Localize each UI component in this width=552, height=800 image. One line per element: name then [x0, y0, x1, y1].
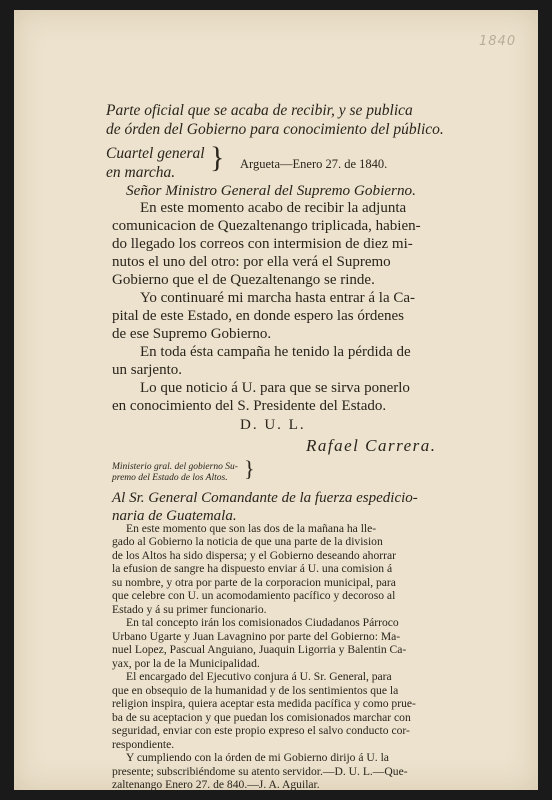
letter2-line: que celebre con U. un acomodamiento pacífico y decoroso al: [112, 589, 396, 603]
letter1-line: pital de este Estado, en donde espero las órdenes: [112, 308, 404, 324]
letter1-line: un sarjento.: [112, 362, 182, 378]
letter2-line: El encargado del Ejecutivo conjura á U. Sr. General, para: [126, 670, 392, 684]
letter1-line: Gobierno que el de Quezaltenango se rinde.: [112, 272, 375, 288]
brace-symbol: }: [244, 456, 255, 481]
letter1-line: nutos el uno del otro: por ella verá el Supremo: [112, 254, 391, 270]
dateline: Argueta—Enero 27. de 1840.: [240, 157, 388, 171]
signature: Rafael Carrera.: [306, 436, 437, 455]
closing-dul: D. U. L.: [240, 417, 306, 433]
letter2-line: ba de su aceptacion y que puedan los comisionados marchar con: [112, 710, 411, 724]
document-page: [14, 10, 538, 790]
letter2-line: que en obsequio de la humanidad y de los sentimientos que la: [112, 683, 399, 697]
letter1-line: en conocimiento del S. Presidente del Estado.: [112, 398, 387, 414]
letter1-line: do llegado los correos con intermision de diez mi-: [112, 236, 413, 252]
salutation: Señor Ministro General del Supremo Gobierno.: [126, 182, 416, 199]
letter2-line: zaltenango Enero 27. de 840.—J. A. Aguilar.: [112, 778, 320, 791]
letter2-line: Estado y á su primer funcionario.: [112, 602, 267, 616]
letter1-line: En toda ésta campaña he tenido la pérdida de: [140, 344, 411, 360]
header-line-1: Parte oficial que se acaba de recibir, y se publica: [106, 102, 413, 119]
letter2-line: Y cumpliendo con la órden de mi Gobierno dirijo á U. la: [126, 751, 389, 765]
letter2-line: la efusion de sangre ha dispuesto enviar á U. una comision á: [112, 562, 393, 576]
ministry-note-line-2: premo del Estado de los Altos.: [112, 473, 228, 483]
letter1-line: En este momento acabo de recibir la adjunta: [140, 200, 407, 216]
letter2-line: de los Altos ha sido dispersa; y el Gobierno deseando ahorrar: [112, 548, 396, 562]
letter1-line: de ese Supremo Gobierno.: [112, 326, 272, 342]
letter2-line: gado al Gobierno la noticia de que una parte de la division: [112, 535, 383, 549]
letter2-line: presente; subscribiéndome su atento servidor.—D. U. L.—Que-: [112, 764, 408, 778]
letter2-line: En este momento que son las dos de la mañana ha lle-: [126, 522, 377, 535]
salutation2-line-2: naria de Guatemala.: [112, 508, 237, 524]
letter1-line: Lo que noticio á U. para que se sirva ponerlo: [140, 380, 410, 396]
letter1-line: Yo continuaré mi marcha hasta entrar á la Ca-: [140, 290, 416, 306]
letter1-line: comunicacion de Quezaltenango triplicada, habien-: [112, 218, 421, 234]
letter2-line: seguridad, enviar con este propio expreso el salvo conducto cor-: [112, 724, 410, 738]
letter2-line: nuel Lopez, Pascual Anguiano, Juaquin Ligorria y Balentin Ca-: [112, 643, 407, 657]
letter2-line: yax, por la de la Municipalidad.: [112, 656, 260, 670]
letter2-line: religion inspira, quiera aceptar esta medida pacífica y como prue-: [112, 697, 416, 711]
location-line-1: Cuartel general: [106, 145, 205, 162]
location-line-2: en marcha.: [106, 164, 176, 181]
letter2-line: respondiente.: [112, 737, 175, 751]
letter2-line: En tal concepto irán los comisionados Ciudadanos Párroco: [126, 616, 399, 630]
ministry-note-line-1: Ministerio gral. del gobierno Su-: [112, 462, 238, 472]
header-line-2: de órden del Gobierno para conocimiento del público.: [106, 121, 444, 138]
pencil-annotation: 1840: [479, 34, 517, 49]
letter2-line: su nombre, y otra por parte de la corporacion municipal, para: [112, 575, 396, 589]
letter2-line: Urbano Ugarte y Juan Lavagnino por parte del Gobierno: Ma-: [112, 629, 401, 643]
brace-symbol: }: [210, 141, 225, 174]
salutation2-line-1: Al Sr. General Comandante de la fuerza espedicio-: [112, 490, 418, 506]
